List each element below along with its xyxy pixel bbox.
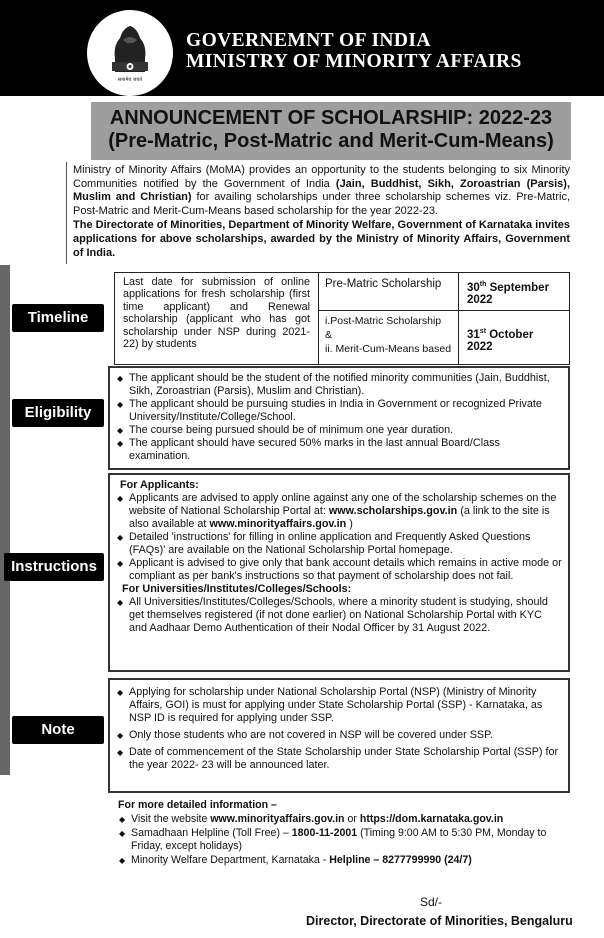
intro-section (66, 162, 576, 264)
announcement-title: ANNOUNCEMENT OF SCHOLARSHIP: 2022-23 (109, 107, 553, 129)
eligibility-box (108, 366, 570, 470)
list-item (118, 813, 578, 826)
national-emblem (87, 10, 173, 96)
deadline-month: October 2022 (467, 328, 534, 353)
deadline-month: September 2022 (467, 281, 550, 306)
department-helpline: Helpline – 8277799990 (24/7) (329, 854, 472, 866)
list-item: ◆ Date of commencement of the State Scholarship under State Scholarship Portal (SSP) for the year 2022- 23 will be announced later. (116, 746, 562, 772)
ministry-heading (186, 30, 522, 72)
deadline-suffix: th (479, 281, 487, 288)
list-item: ◆ The applicant should be the student of the notified minority communities (Jain, Buddhist, Sikh, Zoroastrian (Parsis), Muslim and Christian). (116, 372, 562, 398)
helpline-number: 1800-11-2001 (291, 827, 358, 839)
institutions-heading: For Universities/Institutes/Colleges/Schools: (122, 583, 352, 595)
note-box (108, 678, 570, 793)
list-item: ◆ Detailed 'instructions' for filling in online application and Frequently Asked Questions (FAQs)' are available on the National Scholarship Portal homepage. (116, 531, 562, 557)
timeline-label: Timeline (12, 304, 104, 332)
intro-invitation: The Directorate of Minorities, Department of Minority Welfare, Government of Karnataka invites applications for above scholarships, awarded by the Ministry of Minority Affairs, Government of India. (73, 219, 570, 259)
department-text: Minority Welfare Department, Karnataka - (131, 854, 330, 866)
ministry-title: MINISTRY OF MINORITY AFFAIRS (186, 51, 522, 72)
government-title: GOVERNEMNT OF INDIA (186, 30, 431, 51)
signature-mark: Sd/- (420, 895, 443, 909)
deadline-day: 31 (467, 328, 480, 341)
lion-capital-icon (87, 10, 173, 96)
list-item (118, 827, 578, 853)
pre-matric-scheme: Pre-Matric Scholarship (319, 273, 459, 311)
list-item: ◆ Applying for scholarship under National Scholarship Portal (NSP) (Ministry of Minority Affairs, GOI) is must for applying under State Scholarship Portal (SSP) - Karnataka, as NSP ID is required for applying under SSP. (116, 686, 562, 725)
note-label: Note (12, 716, 104, 744)
timeline-description: Last date for submission of online applications for fresh scholarship (first time applicant) and Renewal scholarship (applicant who has got scholarship under NSP during 2021-22) by students (115, 273, 319, 364)
post-matric-scheme: i.Post-Matric Scholarship (325, 315, 442, 327)
list-item: ◆ The applicant should be pursuing studies in India in Government or recognized Private University/Institute/College/School. (116, 398, 562, 424)
list-item (118, 854, 578, 867)
announcement-subtitle: (Pre-Matric, Post-Matric and Merit-Cum-Means) (108, 130, 554, 152)
more-info-section (118, 799, 578, 868)
header (0, 0, 604, 96)
intro-communities: (Jain, Buddhist, Sikh, Zoroastrian (Parsis), Muslim and Christian) (73, 177, 571, 204)
intro-paragraph (73, 164, 570, 218)
visit-text: Visit the website (131, 813, 211, 825)
more-info-heading: For more detailed information – (118, 799, 277, 811)
institutions-list (116, 596, 562, 635)
merit-cum-means-scheme: ii. Merit-Cum-Means based (325, 343, 452, 355)
list-item: ◆ The course being pursued should be of minimum one year duration. (116, 424, 562, 437)
helpline-text: Samadhaan Helpline (Toll Free) – (131, 827, 292, 839)
instructions-list (116, 492, 562, 583)
emblem-motto: सत्यमेव जयते (117, 77, 143, 83)
applicants-heading: For Applicants: (120, 479, 199, 491)
list-item: ◆ Only those students who are not covered in NSP will be covered under SSP. (116, 729, 562, 742)
list-item: ◆ All Universities/Institutes/Colleges/Schools, where a minority student is studying, should get themselves registered (if not done earlier) on National Scholarship Portal with KYC and Aadhaar Demo Authentication of their Nodal Officer by 31 August 2022. (116, 596, 562, 635)
left-accent-bar (0, 265, 10, 775)
deadline-suffix: st (479, 328, 487, 335)
ampersand: & (325, 329, 333, 341)
eligibility-label: Eligibility (12, 399, 104, 427)
signatory-title: Director, Directorate of Minorities, Bengaluru (306, 914, 573, 928)
instruction-text: (a link to the site is also available at (129, 505, 550, 530)
list-item: ◆ The applicant should have secured 50% marks in the last annual Board/Class examination. (116, 437, 562, 463)
list-item: ◆ Applicant is advised to give only that bank account details which remains in active mode or compliant as per bank's instructions so that payment of scholarship does not fail. (116, 557, 562, 583)
instruction-text: Applicants are advised to apply online against any one of the scholarship schemes on the website of National Scholarship Portal at: (129, 492, 557, 517)
intro-text: Ministry of Minority Affairs (MoMA) provides an opportunity to the students belonging to six Minority Communities notified by the Government of India (73, 164, 570, 190)
nsp-link[interactable]: www.scholarships.gov.in (328, 505, 458, 517)
visit-or: or (344, 813, 360, 825)
contact-list (118, 813, 578, 867)
announcement-banner (91, 102, 571, 160)
list-item (116, 492, 562, 531)
post-matric-deadline (459, 311, 569, 364)
moma-website-link[interactable]: www.minorityaffairs.gov.in (210, 813, 345, 825)
intro-text-end: for availing scholarships under three scholarship schemes viz. Pre-Matric, Post-Matric and Merit-Cum-Means based scholarship for the year 2022-23. (73, 191, 570, 217)
eligibility-list (116, 372, 562, 463)
instructions-label: Instructions (4, 553, 104, 581)
note-list (116, 686, 562, 772)
moma-link[interactable]: www.minorityaffairs.gov.in (209, 518, 347, 530)
karnataka-website-link[interactable]: https://dom.karnataka.gov.in (359, 813, 504, 825)
post-matric-schemes (319, 311, 459, 364)
instruction-text: ) (346, 518, 353, 530)
pre-matric-deadline (459, 273, 569, 311)
deadline-day: 30 (467, 281, 480, 294)
helpline-timing: (Timing 9:00 AM to 5:30 PM, Monday to Friday, except holidays) (131, 827, 547, 852)
instructions-box (108, 473, 570, 672)
timeline-table (114, 272, 570, 365)
